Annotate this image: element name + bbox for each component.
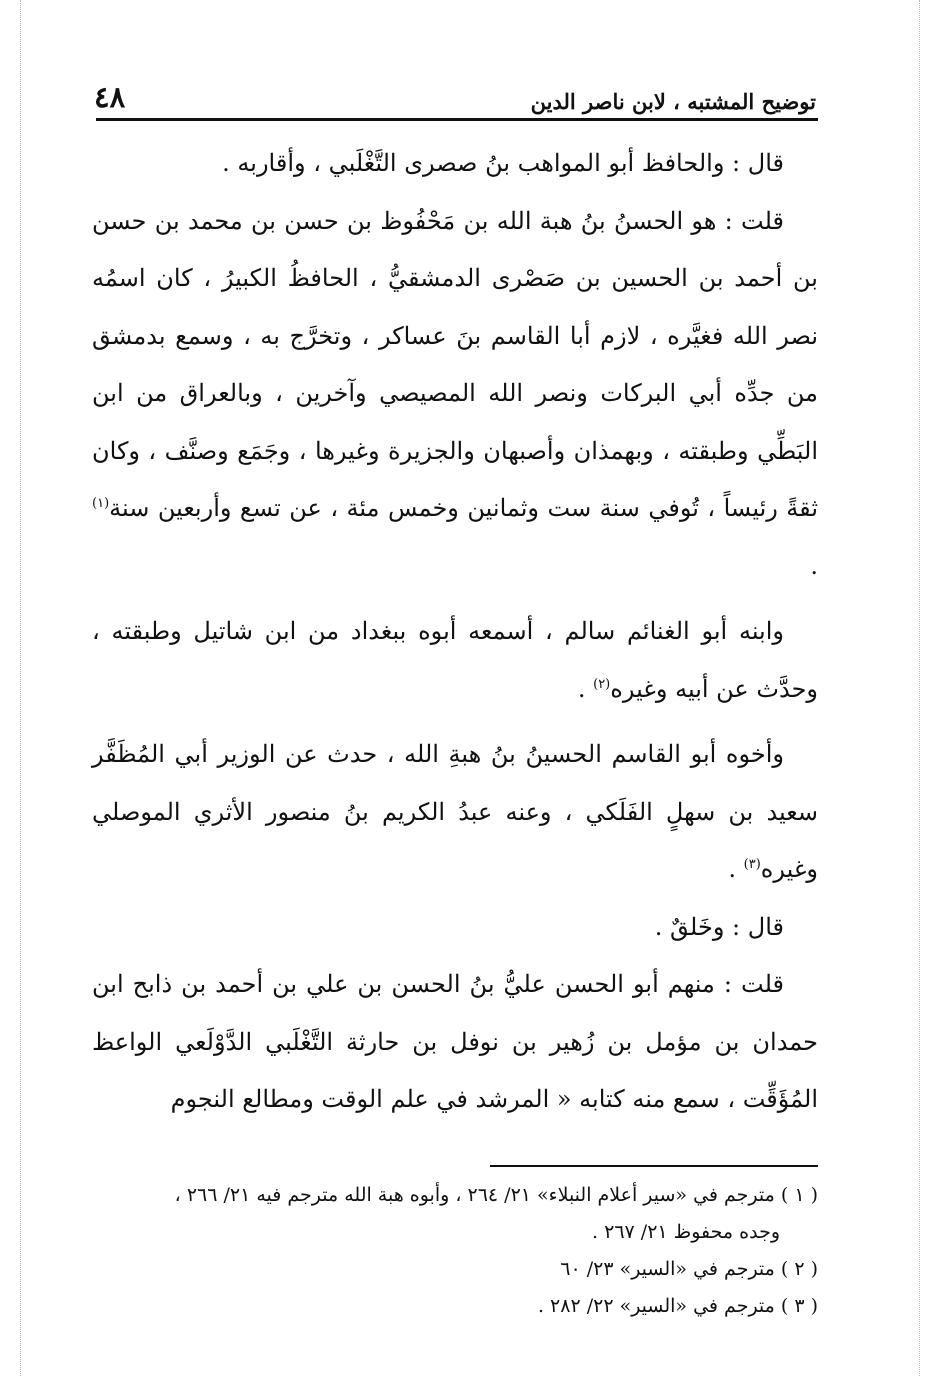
page-number: ٤٨ bbox=[94, 80, 126, 114]
paragraph-1: قال : والحافظ أبو المواهب بنُ صصرى التَّغْلَبي ، وأقاربه . bbox=[222, 149, 784, 177]
paragraph-3-text: وابنه أبو الغنائم سالم ، أسمعه أبوه ببغداد من ابن شاتيل وطبقته ، وحدَّث عن أبيه وغيره bbox=[92, 617, 818, 703]
scan-margin-right bbox=[919, 0, 920, 1376]
paragraph-4-text: وأخوه أبو القاسم الحسينُ بنُ هبةِ الله ، حدث عن الوزير أبي المُظَفَّر سعيد بن سهلٍ الفَلَكي ، وعنه عبدُ الكريم بنُ منصور الأثري الموصلي وغيره bbox=[92, 740, 818, 883]
footnotes bbox=[92, 1177, 818, 1325]
paragraph-3 bbox=[92, 603, 818, 718]
paragraph-3-end: . bbox=[577, 674, 594, 703]
footnote-ref-3: (٣) bbox=[743, 857, 761, 872]
footnote-rule bbox=[490, 1165, 818, 1167]
paragraph-4-end: . bbox=[728, 855, 744, 883]
paragraph-2-end: . bbox=[810, 551, 818, 580]
book-page bbox=[92, 68, 818, 1325]
main-text bbox=[92, 135, 818, 1129]
page-header bbox=[92, 68, 818, 112]
running-title: توضيح المشتبه ، لابن ناصر الدين bbox=[530, 89, 816, 114]
footnote-2: ( ٢ ) مترجم في «السير» ٢٣/ ٦٠ bbox=[560, 1257, 818, 1280]
paragraph-4 bbox=[92, 726, 818, 899]
paragraph-5: قال : وخَلقٌ . bbox=[654, 912, 784, 941]
paragraph-6: قلت : منهم أبو الحسن عليُّ بنُ الحسن بن علي بن أحمد بن ذابح ابن حمدان بن مؤمل بن زُهير بن نوفل بن حارثة التَّغْلَبي الدَّوْلَعي الواعظ المُؤَقِّت ، سمع منه كتابه « المرشد في علم الوقت ومطالع النجوم bbox=[92, 970, 818, 1113]
paragraph-2 bbox=[92, 193, 818, 596]
footnote-ref-2: (٢) bbox=[593, 676, 611, 692]
scan-margin-left bbox=[20, 0, 21, 1376]
footnote-1: ( ١ ) مترجم في «سير أعلام النبلاء» ٢١/ ٢٦٤ ، وأبوه هبة الله مترجم فيه ٢١/ ٢٦٦ ، bbox=[174, 1183, 818, 1206]
footnote-1-continued: وجده محفوظ ٢١/ ٢٦٧ . bbox=[592, 1220, 780, 1243]
paragraph-2-text: قلت : هو الحسنُ بنُ هبة الله بن مَحْفُوظ بن حسن بن محمد بن حسن بن أحمد بن الحسين بن صَصْرى الدمشقيُّ ، الحافظُ الكبيرُ ، كان اسمُه نصر الله فغيَّره ، لازم أبا القاسم بنَ عساكر ، وتخرَّج به ، وسمع بدمشق من جدِّه أبي البركات ونصر الله المصيصي وآخرين ، وبالعراق من ابن البَطِّي وطبقته ، وبهمذان وأصبهان والجزيرة وغيرها ، وجَمَع وصنَّف ، وكان ثقةً رئيساً ، تُوفي سنة ست وثمانين وخمس مئة ، عن تسع وأربعين سنة bbox=[92, 206, 818, 522]
header-rule bbox=[96, 118, 818, 121]
footnote-ref-1: (١) bbox=[92, 496, 110, 511]
footnote-3: ( ٣ ) مترجم في «السير» ٢٢/ ٢٨٢ . bbox=[537, 1294, 818, 1317]
